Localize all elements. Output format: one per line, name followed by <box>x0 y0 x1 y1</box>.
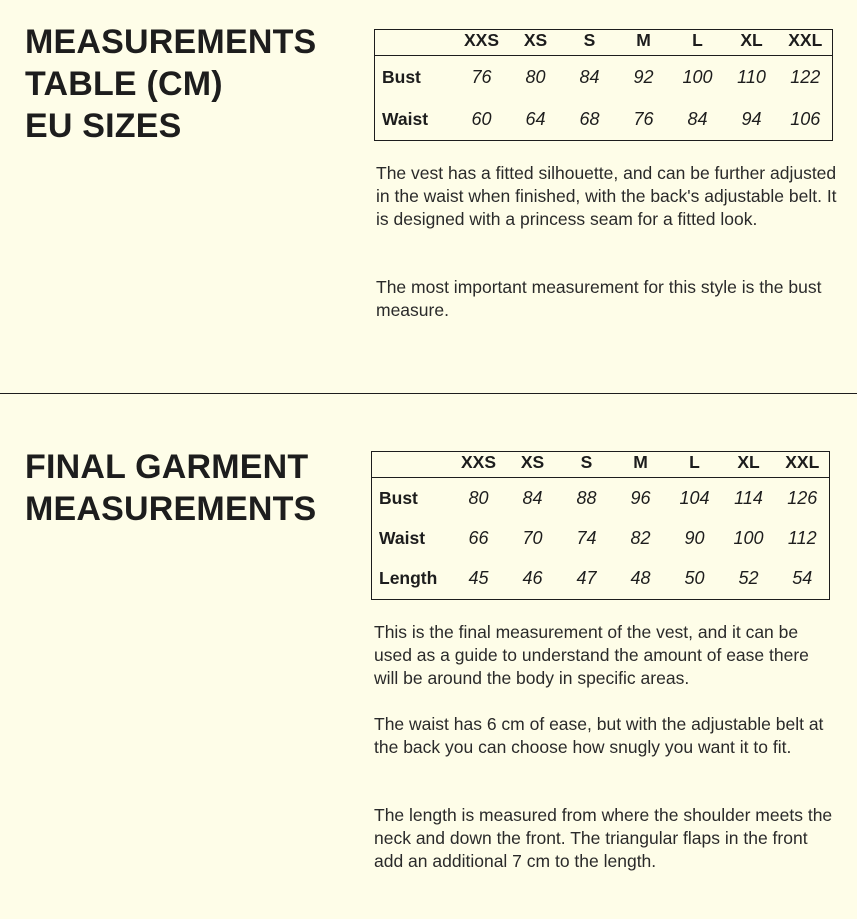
size-header: XXS <box>455 30 509 56</box>
size-header: M <box>614 452 668 478</box>
fit-description: The vest has a fitted silhouette, and can be further adjusted in the waist when finished, with the back's adjustable belt. It is designed with a princess seam for a fitted look. <box>376 163 837 229</box>
table-cell: 47 <box>576 568 597 589</box>
row-label: Length <box>379 568 438 589</box>
size-header: L <box>668 452 722 478</box>
table-cell: 66 <box>468 528 489 548</box>
important-measure-note: The most important measurement for this style is the bust measure. <box>376 277 822 320</box>
table-cell: 122 <box>790 66 821 87</box>
final-garment-heading <box>25 446 316 530</box>
heading-line: MEASUREMENTS <box>25 490 317 528</box>
table-cell: 50 <box>684 568 705 589</box>
heading-line: MEASUREMENTS <box>25 23 317 61</box>
table-row-waist <box>375 98 833 141</box>
size-header: XS <box>509 30 563 56</box>
garment-measurements-table <box>371 451 830 600</box>
table-cell: 48 <box>630 568 651 589</box>
size-header: XXS <box>452 452 506 478</box>
table-cell: 60 <box>471 108 492 129</box>
table-cell: 80 <box>468 487 489 508</box>
section-divider <box>0 393 857 394</box>
size-header: XXL <box>779 30 833 56</box>
table-cell: 106 <box>790 108 821 129</box>
table-cell: 100 <box>682 66 713 87</box>
row-label: Waist <box>379 528 426 548</box>
table-cell: 52 <box>738 568 759 589</box>
size-header: XXL <box>776 452 830 478</box>
table-cell: 64 <box>525 108 546 129</box>
row-label: Bust <box>379 487 418 508</box>
table-cell: 104 <box>679 487 710 508</box>
table-cell: 84 <box>522 487 543 508</box>
table-cell: 114 <box>734 487 763 508</box>
corner-cell <box>375 30 455 56</box>
table-cell: 68 <box>579 108 600 129</box>
table-cell: 74 <box>576 528 597 548</box>
waist-ease-note: The waist has 6 cm of ease, but with the adjustable belt at the back you can choose how snugly you want it to fit. <box>374 714 824 757</box>
heading-line: TABLE (CM) <box>25 65 223 103</box>
final-measurement-description: This is the final measurement of the vest, and it can be used as a guide to understand the amount of ease there will be around the body in specific areas. <box>374 622 809 688</box>
table-cell: 54 <box>792 568 813 589</box>
size-header: M <box>617 30 671 56</box>
size-header: S <box>560 452 614 478</box>
table-cell: 80 <box>525 66 546 87</box>
row-label: Bust <box>382 66 421 87</box>
table-cell: 46 <box>522 568 543 589</box>
table-cell: 96 <box>630 487 651 508</box>
size-header-row <box>372 452 830 478</box>
body-measurements-table <box>374 29 833 141</box>
table-cell: 110 <box>737 66 766 87</box>
table-cell: 126 <box>787 487 818 508</box>
table-row-bust <box>375 56 833 99</box>
size-header: XS <box>506 452 560 478</box>
table-cell: 100 <box>733 528 764 548</box>
heading-line: FINAL GARMENT <box>25 448 309 486</box>
measurements-table-heading <box>25 21 316 147</box>
size-header: XL <box>722 452 776 478</box>
length-note: The length is measured from where the shoulder meets the neck and down the front. The triangular flaps in the front add an additional 7 cm to the length. <box>374 805 833 871</box>
table-cell: 112 <box>787 528 817 548</box>
table-cell: 84 <box>579 66 600 87</box>
table-cell: 94 <box>741 108 762 129</box>
table-cell: 76 <box>471 66 492 87</box>
heading-line: EU SIZES <box>25 107 182 145</box>
size-header-row <box>375 30 833 56</box>
table-row-length <box>372 559 830 600</box>
table-row-waist <box>372 518 830 558</box>
size-header: XL <box>725 30 779 56</box>
table-cell: 70 <box>522 528 543 548</box>
corner-cell <box>372 452 452 478</box>
table-cell: 88 <box>576 487 597 508</box>
table-cell: 92 <box>633 66 654 87</box>
table-cell: 76 <box>633 108 654 129</box>
table-cell: 84 <box>687 108 708 129</box>
table-cell: 45 <box>468 568 489 589</box>
size-header: L <box>671 30 725 56</box>
row-label: Waist <box>382 108 429 129</box>
table-cell: 90 <box>684 528 705 548</box>
table-cell: 82 <box>630 528 651 548</box>
size-header: S <box>563 30 617 56</box>
table-row-bust <box>372 478 830 519</box>
